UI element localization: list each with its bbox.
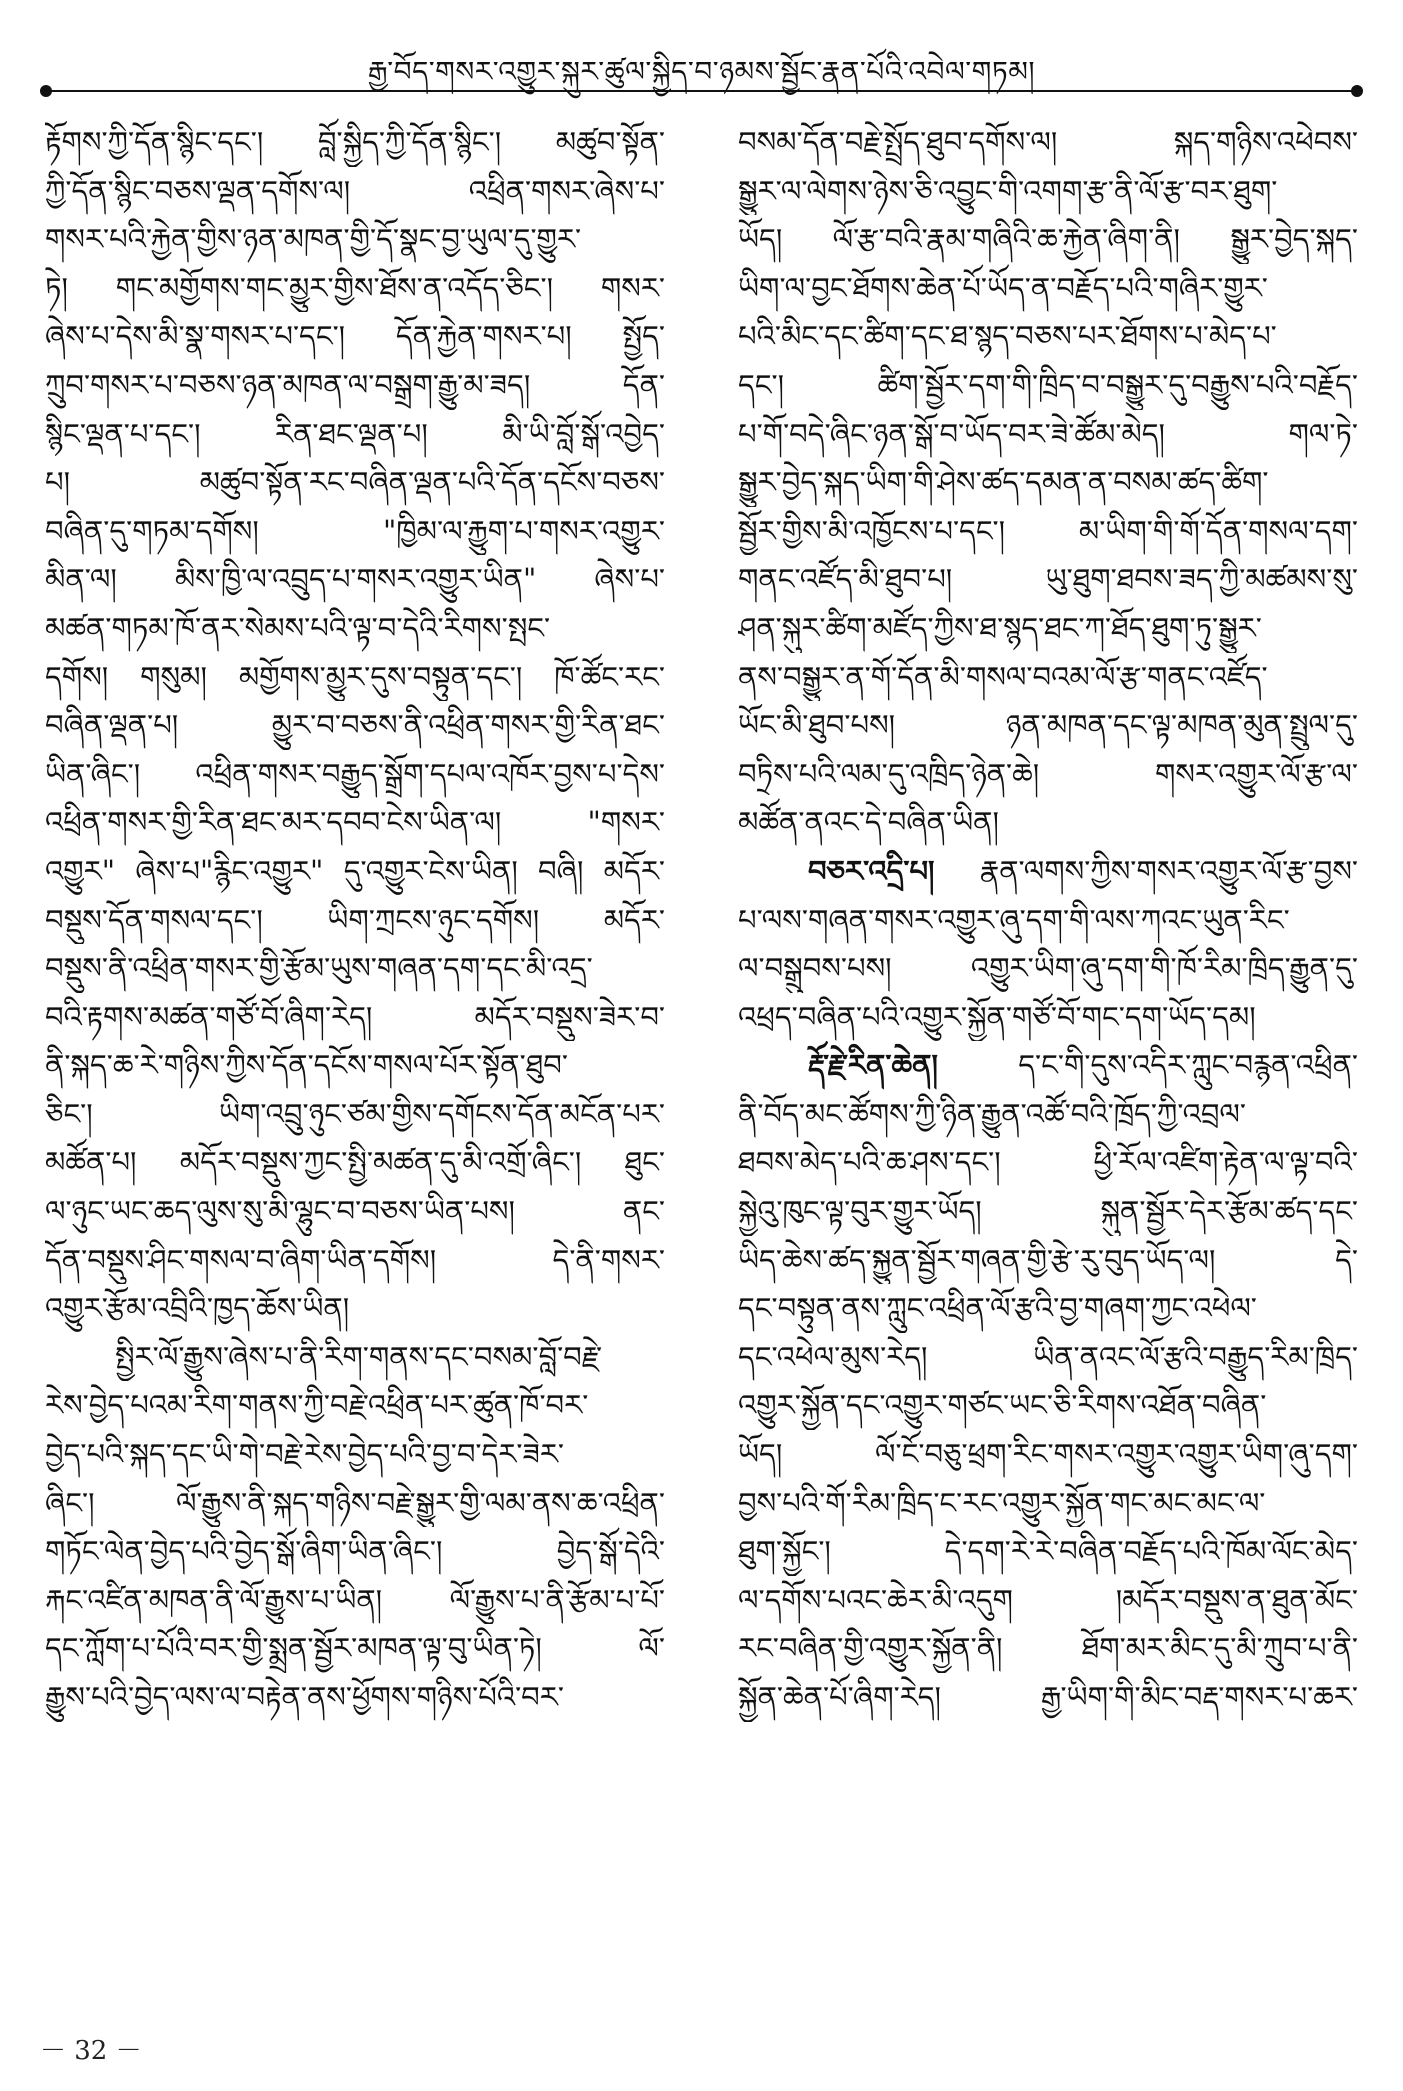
respondent-label: རྡོ་རྗེ་རིན་ཆེན། <box>808 1048 938 1083</box>
text-line: ལ་བསྒྲུབས་པས། འགྱུར་ཡིག་ཞུ་དག་གི་ཁོ་རིམ་ཁྲིད་རྒྱུན་དུ་ <box>738 951 1358 986</box>
text-line <box>738 1041 1358 1090</box>
text-line: ཀྲུབ་གསར་པ་བཅས་ཉན་མཁན་ལ་བསྒྲག་རྒྱུ་མ་ཟད། དོན་ <box>45 367 665 402</box>
text-line: གནང་འཛོད་མི་ཐུབ་པ། ཡུ་ཐུག་ཐབས་ཟད་ཀྱི་མཚམས་སུ་ <box>738 562 1358 597</box>
text-line: དང་། ཚིག་སྦྱོར་དག་གི་ཁྲིད་བ་བསྒྱུར་དུ་བརྒྱུས་པའི་བརྗོད་ <box>738 367 1358 402</box>
text-line: ཐབས་མེད་པའི་ཆ་ཤས་དང་། ཕྱི་རོལ་འཛིག་རྟེན་ལ་ལྟ་བའི་ <box>738 1145 1358 1180</box>
text-line: བཞིན་དུ་གཏམ་དགོས། "ཁྱིམ་ལ་རྐྱུག་པ་གསར་འགྱུར་ <box>45 513 665 548</box>
text-line: ནི་སྐད་ཆ་རེ་གཉིས་ཀྱིས་དོན་དངོས་གསལ་པོར་སྟོན་ཐུབ་ <box>45 1048 568 1083</box>
text-line: འཕྲད་བཞིན་པའི་འགྱུར་སྐྱོན་གཙོ་བོ་གང་དག་ཡོད་དམ། <box>738 999 1256 1034</box>
text-line: པ་གོ་བདེ་ཞིང་ཉན་སྒོ་བ་ཡོད་བར་ཟེ་ཚོམ་མེད། གལ་ཏེ་ <box>738 416 1358 451</box>
text-line: རང་བཞིན་གྱི་འགྱུར་སྐྱོན་ནི། ཐོག་མར་མིང་དུ་མི་ཀྲུབ་པ་ནི་ <box>738 1631 1358 1666</box>
text-line: མཚན་གཏམ་ཁོ་ནར་སེམས་པའི་ལྟ་བ་དེའི་རིགས་སྤང་ <box>45 610 551 645</box>
text-line: ཡིད་ཆེས་ཚད་སྐྱུན་སྦྱོར་གཞན་གྱི་རྩེ་རུ་བུད་ཡོད་ལ། དེ་ <box>738 1242 1358 1277</box>
text-line: ནས་བསྒྱུར་ན་གོ་དོན་མི་གསལ་བའམ་ལོ་རྩ་གནང་འཛོད་ <box>738 659 1268 694</box>
text-line: རྒྱུས་པའི་བྱེད་ལས་ལ་བརྟེན་ནས་ཕྱོགས་གཉིས་པོའི་བར་ <box>45 1680 564 1714</box>
left-paragraph-1 <box>45 118 665 1333</box>
text-line: དགོས། གསུམ། མགྱོགས་མྱུར་དུས་བསྟུན་དང་། ཁོ་ཚོང་རང་ <box>45 659 665 694</box>
text-line: བསྡུས་དོན་གསལ་དང་། ཡིག་ཀྲངས་ཉུང་དགོས། མདོར་ <box>45 902 665 937</box>
text-line: དང་ཀློག་པ་པོའི་བར་གྱི་སྨྲན་སྦྱོར་མཁན་ལྟ་བུ་ཡིན་ཏེ། ལོ་ <box>45 1631 665 1666</box>
interview-answer-block <box>738 1041 1358 1721</box>
text-line: ཐུག་སྐྱོང་། དེ་དག་རེ་རེ་བཞིན་བརྗོད་པའི་ཁོམ་ལོང་མེད་ <box>738 1534 1358 1569</box>
text-line: དང་བསྟུན་ནས་ཀླུང་འཕྲིན་ལོ་རྩའི་བྱ་གཞག་ཀྱང་འཕེལ་ <box>738 1291 1257 1326</box>
answer-text: ད་ང་གི་དུས་འདིར་ཀླུང་བརྙན་འཕྲིན་ <box>1018 1048 1358 1083</box>
text-line: ལ་དགོས་པའང་ཆེར་མི་འདུག །མདོར་བསྡུས་ན་ཐུན་མོང་ <box>738 1582 1358 1617</box>
running-header-title: རྒྱ་བོད་གསར་འགྱུར་སྐུར་ཚུལ་སྐྱིད་བ་ཉམས་སྦྱོང་རྣན་པོའི་འབེལ་གཏམ། <box>367 55 1036 88</box>
text-line: སྒྱུར་བྱེད་སྐད་ཡིག་གི་ཤེས་ཚད་དམན་ན་བསམ་ཚད་ཚིག་ <box>738 465 1269 500</box>
text-line: དང་འཕེལ་མུས་རེད། ཡིན་ནའང་ལོ་རྩའི་བརྒྱུད་རིམ་ཁྲིད་ <box>738 1339 1358 1374</box>
text-line: པའི་མིང་དང་ཚིག་དང་ཐ་སྙད་བཅས་པར་ཐོགས་པ་མེད་པ་ <box>738 319 1277 354</box>
text-line <box>738 847 1358 896</box>
text-line: འགྱུར་སྐྱོན་དང་འགྱུར་གཙང་ཡང་ཅི་རིགས་འཐོན་བཞིན་ <box>738 1388 1267 1423</box>
text-line: ཡིག་ལ་བྱང་ཐོགས་ཆེན་པོ་ཡོད་ན་བརྗོད་པའི་གཞིར་གྱུར་ <box>738 270 1268 305</box>
text-line: པ་ལས་གཞན་གསར་འགྱུར་ཞུ་དག་གི་ལས་ཀའང་ཡུན་རིང་ <box>738 902 1290 937</box>
text-line: སྙིང་ལྡན་པ་དང་། རིན་ཐང་ལྡན་པ། མི་ཡི་བློ་སྒོ་འབྱེད་ <box>45 416 665 451</box>
text-line: བཏྲིས་པའི་ལམ་དུ་འཁྲིད་ཉེན་ཆེ། གསར་འགྱུར་ལོ་རྩ་ལ་ <box>738 756 1358 791</box>
text-line: མིན་ལ། མིས་ཁྱི་ལ་འབྲུད་པ་གསར་འགྱུར་ཡིན" ཞེས་པ་ <box>45 562 665 597</box>
interviewer-label: བཅར་འདྲི་པ། <box>808 853 935 888</box>
text-line: བྱེད་པའི་སྐད་དང་ཡི་གེ་བརྗེ་རེས་བྱེད་པའི་བྱ་བ་དེར་ཟེར་ <box>45 1437 564 1472</box>
text-line: སྤྱིར་ལོ་རྒྱུས་ཞེས་པ་ནི་རིག་གནས་དང་བསམ་བློ་བརྗེ་ <box>115 1339 603 1374</box>
text-line: འགྱུར་རྩོམ་འབྲིའི་ཁྱད་ཆོས་ཡིན། <box>45 1291 350 1326</box>
text-line: ཏེ། གང་མགྱོགས་གང་མྱུར་གྱིས་ཐོས་ན་འདོད་ཅིང་། གསར་ <box>45 270 665 305</box>
header-rule <box>48 90 1355 92</box>
text-line: ཅིང་། ཡིག་འབྲུ་ཉུང་ཙམ་གྱིས་དགོངས་དོན་མངོན་པར་ <box>45 1096 665 1131</box>
text-line: ཀྱི་དོན་སྙིང་བཅས་ལྡན་དགོས་ལ། འཕྲིན་གསར་ཞེས་པ་ <box>45 173 665 208</box>
question-text: རྣན་ལགས་ཀྱིས་གསར་འགྱུར་ལོ་རྩ་བྱས་ <box>979 853 1358 888</box>
left-column <box>45 118 665 1998</box>
text-line: བསྡུས་ནི་འཕྲིན་གསར་གྱི་རྩོམ་ཡུས་གཞན་དག་དང་མི་འདྲ་ <box>45 951 593 986</box>
text-line: ཡོད། ལོ་རྩ་བའི་རྣམ་གཞིའི་ཆ་རྐྱེན་ཞིག་ནི། སྒྱུར་བྱེད་སྐད་ <box>738 222 1358 257</box>
text-line: ལ་ཉུང་ཡང་ཆད་ལུས་སུ་མི་ལྷུང་བ་བཅས་ཡིན་པས། ནང་ <box>45 1194 665 1229</box>
text-line: རྟོགས་ཀྱི་དོན་སྙིང་དང་། བློ་སྐྱིད་ཀྱི་དོན་སྙིང་། མཚུབ་སྟོན་ <box>45 125 665 159</box>
text-line: འཕྲིན་གསར་གྱི་རིན་ཐང་མར་དབབ་ངེས་ཡིན་ལ། "གསར་ <box>45 805 665 840</box>
text-line: ཡིན་ཞིང་། འཕྲིན་གསར་བརྒྱུད་སྒྲོག་དཔལ་འཁོར་བྱས་པ་དེས་ <box>45 756 665 791</box>
text-line: བྱས་པའི་གོ་རིམ་ཁྲིད་ང་རང་འགྱུར་སྐྱོན་གང་མང་མང་ལ་ <box>738 1485 1266 1520</box>
text-line: འགྱུར" ཞེས་པ"རྙིང་འགྱུར" དུ་འགྱུར་ངེས་ཡིན། བཞི། མདོར་ <box>45 853 665 888</box>
text-line: མཚོན་ནའང་དེ་བཞིན་ཡིན། <box>738 805 999 840</box>
text-line: དོན་བསྡུས་ཤིང་གསལ་བ་ཞིག་ཡིན་དགོས། དེ་ནི་གསར་ <box>45 1242 665 1277</box>
text-line: རེས་བྱེད་པའམ་རིག་གནས་ཀྱི་བརྗེ་འཕྲིན་པར་ཚུན་ཁོ་བར་ <box>45 1388 589 1423</box>
text-line: སྦྱོར་གྱིས་མི་འཁྱོངས་པ་དང་། མ་ཡིག་གི་གོ་དོན་གསལ་དག་ <box>738 513 1358 548</box>
text-line: གཏོང་ལེན་བྱེད་པའི་བྱེད་སྒོ་ཞིག་ཡིན་ཞིང་། བྱེད་སྒོ་དེའི་ <box>45 1534 665 1569</box>
text-line: པ། མཚུབ་སྟོན་རང་བཞིན་ལྡན་པའི་དོན་དངོས་བཅས་ <box>45 465 665 500</box>
text-line: བསམ་དོན་བརྗེ་སྤྲོད་ཐུབ་དགོས་ལ། སྐད་གཉིས་འཕེབས་ <box>738 125 1358 159</box>
header-rule-dot-right <box>1351 85 1363 97</box>
right-paragraph-1 <box>738 118 1358 847</box>
page-header <box>40 28 1363 88</box>
text-line: སྒྱུར་ལ་ལེགས་ཉེས་ཅི་འབྱུང་གི་འགག་རྩ་ནི་ལོ་རྩ་བར་ཐུག་ <box>738 173 1278 208</box>
left-paragraph-2 <box>45 1333 665 1722</box>
text-line: བཞིན་ལྡན་པ། མྱུར་བ་བཅས་ནི་འཕྲིན་གསར་གྱི་རིན་ཐང་ <box>45 708 665 743</box>
text-line: བའི་རྟགས་མཚན་གཙོ་བོ་ཞིག་རེད། མདོར་བསྡུས་ཟེར་བ་ <box>45 999 665 1034</box>
text-line: རྐང་འཛིན་མཁན་ནི་ལོ་རྒྱུས་པ་ཡིན། ལོ་རྒྱུས་པ་ནི་རྩོམ་པ་པོ་ <box>45 1582 665 1617</box>
text-line: ཡོད། ལོ་ངོ་བཅུ་ཕྲག་རིང་གསར་འགྱུར་འགྱུར་ཡིག་ཞུ་དག་ <box>738 1437 1358 1472</box>
text-line: ནི་བོད་མང་ཚོགས་ཀྱི་ཉིན་རྒྱུན་འཚོ་བའི་ཁྲོད་ཀྱི་འབྲལ་ <box>738 1096 1246 1131</box>
text-line: སྐྱོན་ཆེན་པོ་ཞིག་རེད། རྒྱ་ཡིག་གི་མིང་བརྡ་གསར་པ་ཆར་ <box>738 1680 1358 1714</box>
text-line: གསར་པའི་རྐྱེན་གྱིས་ཉན་མཁན་གྱི་དོ་སྣང་བྱ་ཡུལ་དུ་གྱུར་ <box>45 222 582 257</box>
text-line: ཞིང་། ལོ་རྒྱུས་ནི་སྐད་གཉིས་བརྗེ་སྒྱུར་གྱི་ལམ་ནས་ཆ་འཕྲིན་ <box>45 1485 665 1520</box>
text-line: ཤན་སྐུར་ཚིག་མཛོད་ཀྱིས་ཐ་སྙད་ཐང་ཀ་ཐོད་ཐུག་ཏུ་སྒྱུར་ <box>738 610 1262 645</box>
page-number: － 32 － <box>40 2036 142 2066</box>
right-column <box>738 118 1358 1998</box>
text-line: སྐྱེའུ་ཁུང་ལྟ་བུར་གྱུར་ཡོད། སྐུན་སྦྱོར་དེར་རྩོམ་ཚད་དང་ <box>738 1194 1358 1229</box>
text-line: ཡོང་མི་ཐུབ་པས། ཉན་མཁན་དང་ལྟ་མཁན་མུན་སྤྲུལ་དུ་ <box>738 708 1358 743</box>
text-line: ཞེས་པ་དེས་མི་སྣ་གསར་པ་དང་། དོན་རྐྱེན་གསར་པ། སྤྱོད་ <box>45 319 665 354</box>
text-line: མཚོན་པ། མདོར་བསྡུས་ཀྱང་སྤྱི་མཚན་དུ་མི་འགྲོ་ཞིང་། ཐུང་ <box>45 1145 665 1180</box>
interview-question-block <box>738 847 1358 1041</box>
